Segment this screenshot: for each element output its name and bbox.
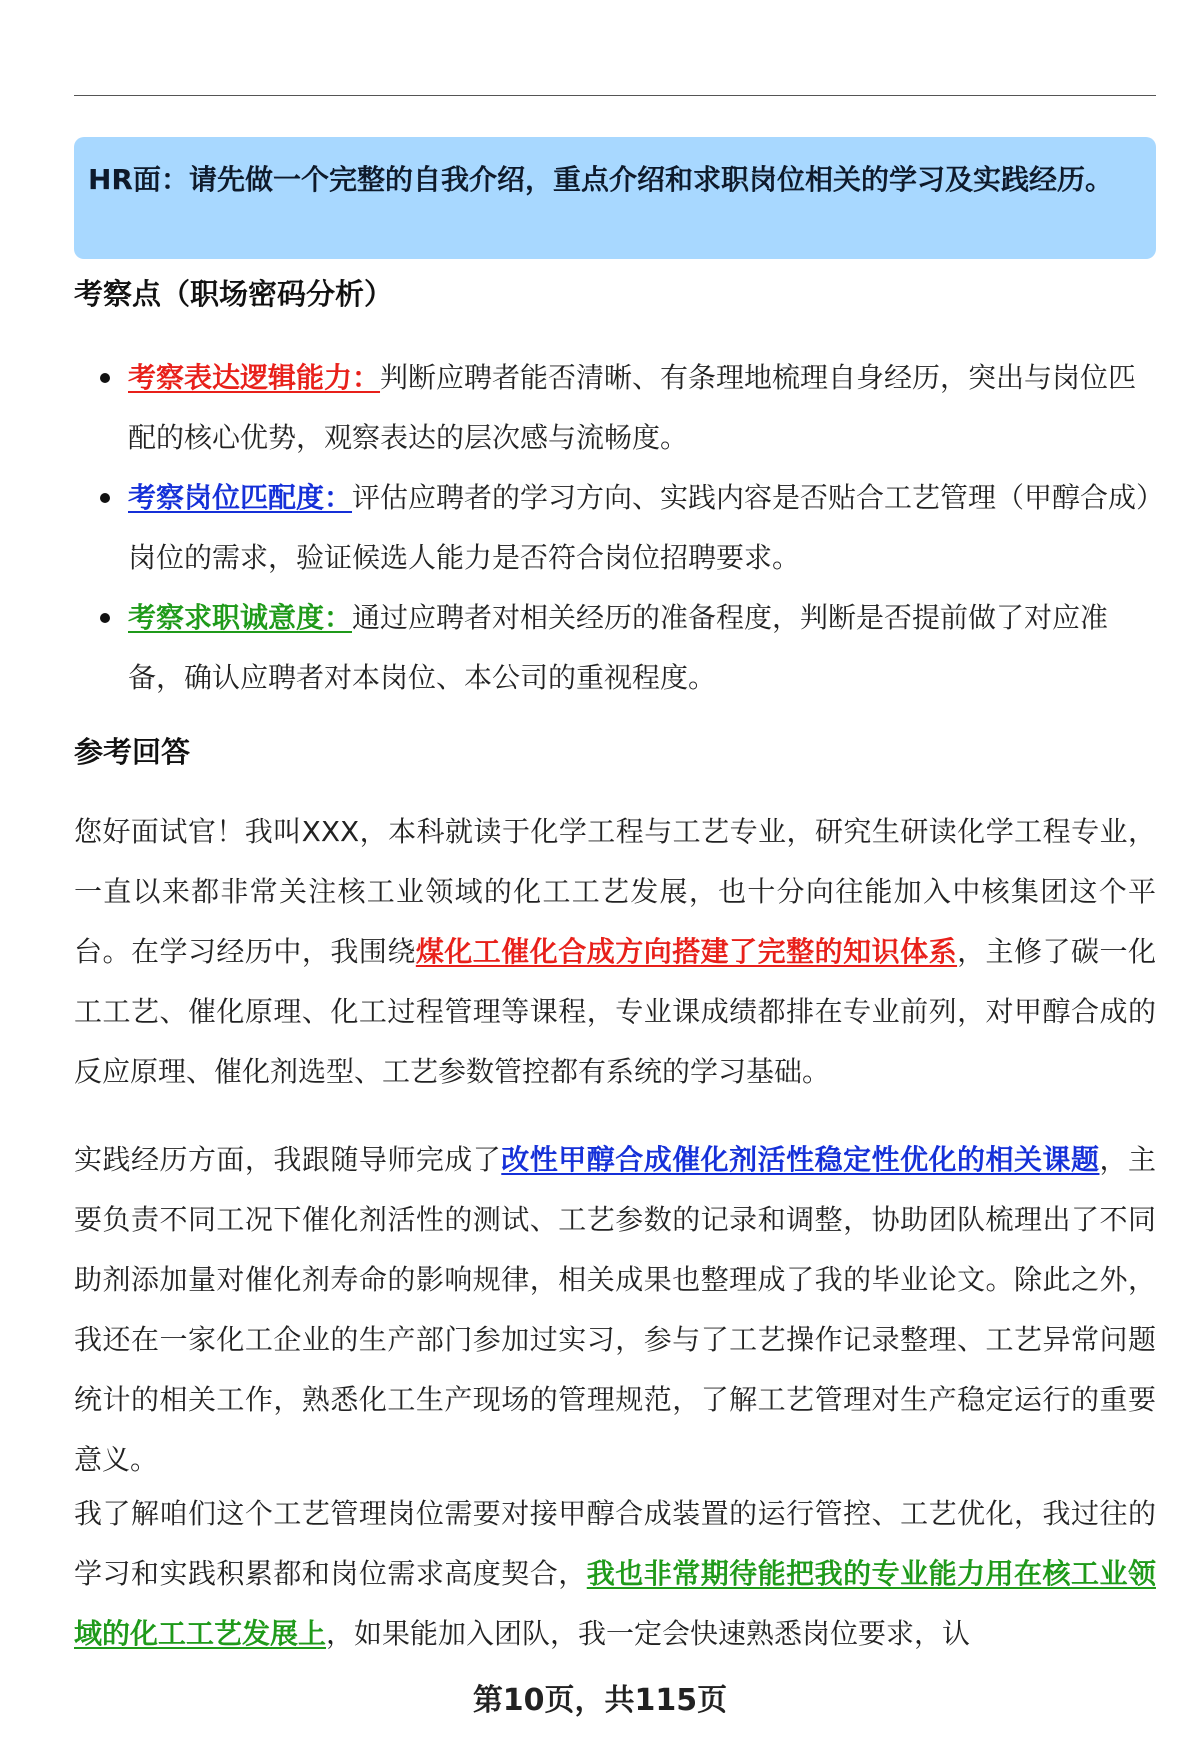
answer-paragraph [74, 1484, 1156, 1664]
list-item [74, 468, 1156, 588]
paragraph-text: 您好面试官！我叫XXX，本科就读于化学工程与工艺专业，研究生研读化学工程专业，一直以来都非常关注核工业领域的化工工艺发展，也十分向往能加入中核集团这个平台。在学习经历中，我围绕 [74, 815, 1156, 968]
list-item [74, 348, 1156, 468]
highlight-text: 改性甲醇合成催化剂活性稳定性优化的相关课题 [501, 1143, 1100, 1176]
highlight-text: 我也非常期待能把我的专业能力用在核工业领域的化工工艺发展上 [74, 1557, 1156, 1650]
list-item [74, 588, 1156, 708]
assessment-points-list [74, 348, 1156, 708]
answer-heading: 参考回答 [74, 735, 191, 769]
point-text: 评估应聘者的学习方向、实践内容是否贴合工艺管理（甲醇合成）岗位的需求，验证候选人能力是否符合岗位招聘要求。 [128, 481, 1151, 574]
top-divider [74, 95, 1156, 96]
page-footer: 第10页，共115页 [472, 1683, 728, 1718]
paragraph-text: ，如果能加入团队，我一定会快速熟悉岗位要求，认 [326, 1617, 971, 1650]
answer-paragraph [74, 802, 1156, 1102]
point-key: 考察求职诚意度： [128, 601, 353, 634]
paragraph-text: ，主要负责不同工况下催化剂活性的测试、工艺参数的记录和调整，协助团队梳理出了不同助剂添加量对催化剂寿命的影响规律，相关成果也整理成了我的毕业论文。除此之外，我还在一家化工企业的生产部门参加过实习，参与了工艺操作记录整理、工艺异常问题统计的相关工作，熟悉化工生产现场的管理规范，了解工艺管理对生产稳定运行的重要意义。 [74, 1143, 1156, 1476]
point-key: 考察表达逻辑能力： [128, 361, 381, 394]
highlight-text: 煤化工催化合成方向搭建了完整的知识体系 [415, 935, 958, 968]
paragraph-text: ，主修了碳一化工工艺、催化原理、化工过程管理等课程，专业课成绩都排在专业前列，对甲醇合成的反应原理、催化剂选型、工艺参数管控都有系统的学习基础。 [74, 935, 1156, 1088]
point-text: 通过应聘者对相关经历的准备程度，判断是否提前做了对应准备，确认应聘者对本岗位、本公司的重视程度。 [128, 601, 1109, 694]
points-heading: 考察点（职场密码分析） [74, 277, 394, 311]
interview-question: HR面：请先做一个完整的自我介绍，重点介绍和求职岗位相关的学习及实践经历。 [74, 137, 1156, 259]
paragraph-text: 我了解咱们这个工艺管理岗位需要对接甲醇合成装置的运行管控、工艺优化，我过往的学习和实践积累都和岗位需求高度契合， [74, 1497, 1156, 1590]
point-text: 判断应聘者能否清晰、有条理地梳理自身经历，突出与岗位匹配的核心优势，观察表达的层次感与流畅度。 [128, 361, 1137, 454]
point-key: 考察岗位匹配度： [128, 481, 353, 514]
answer-paragraph [74, 1130, 1156, 1490]
paragraph-text: 实践经历方面，我跟随导师完成了 [74, 1143, 502, 1176]
